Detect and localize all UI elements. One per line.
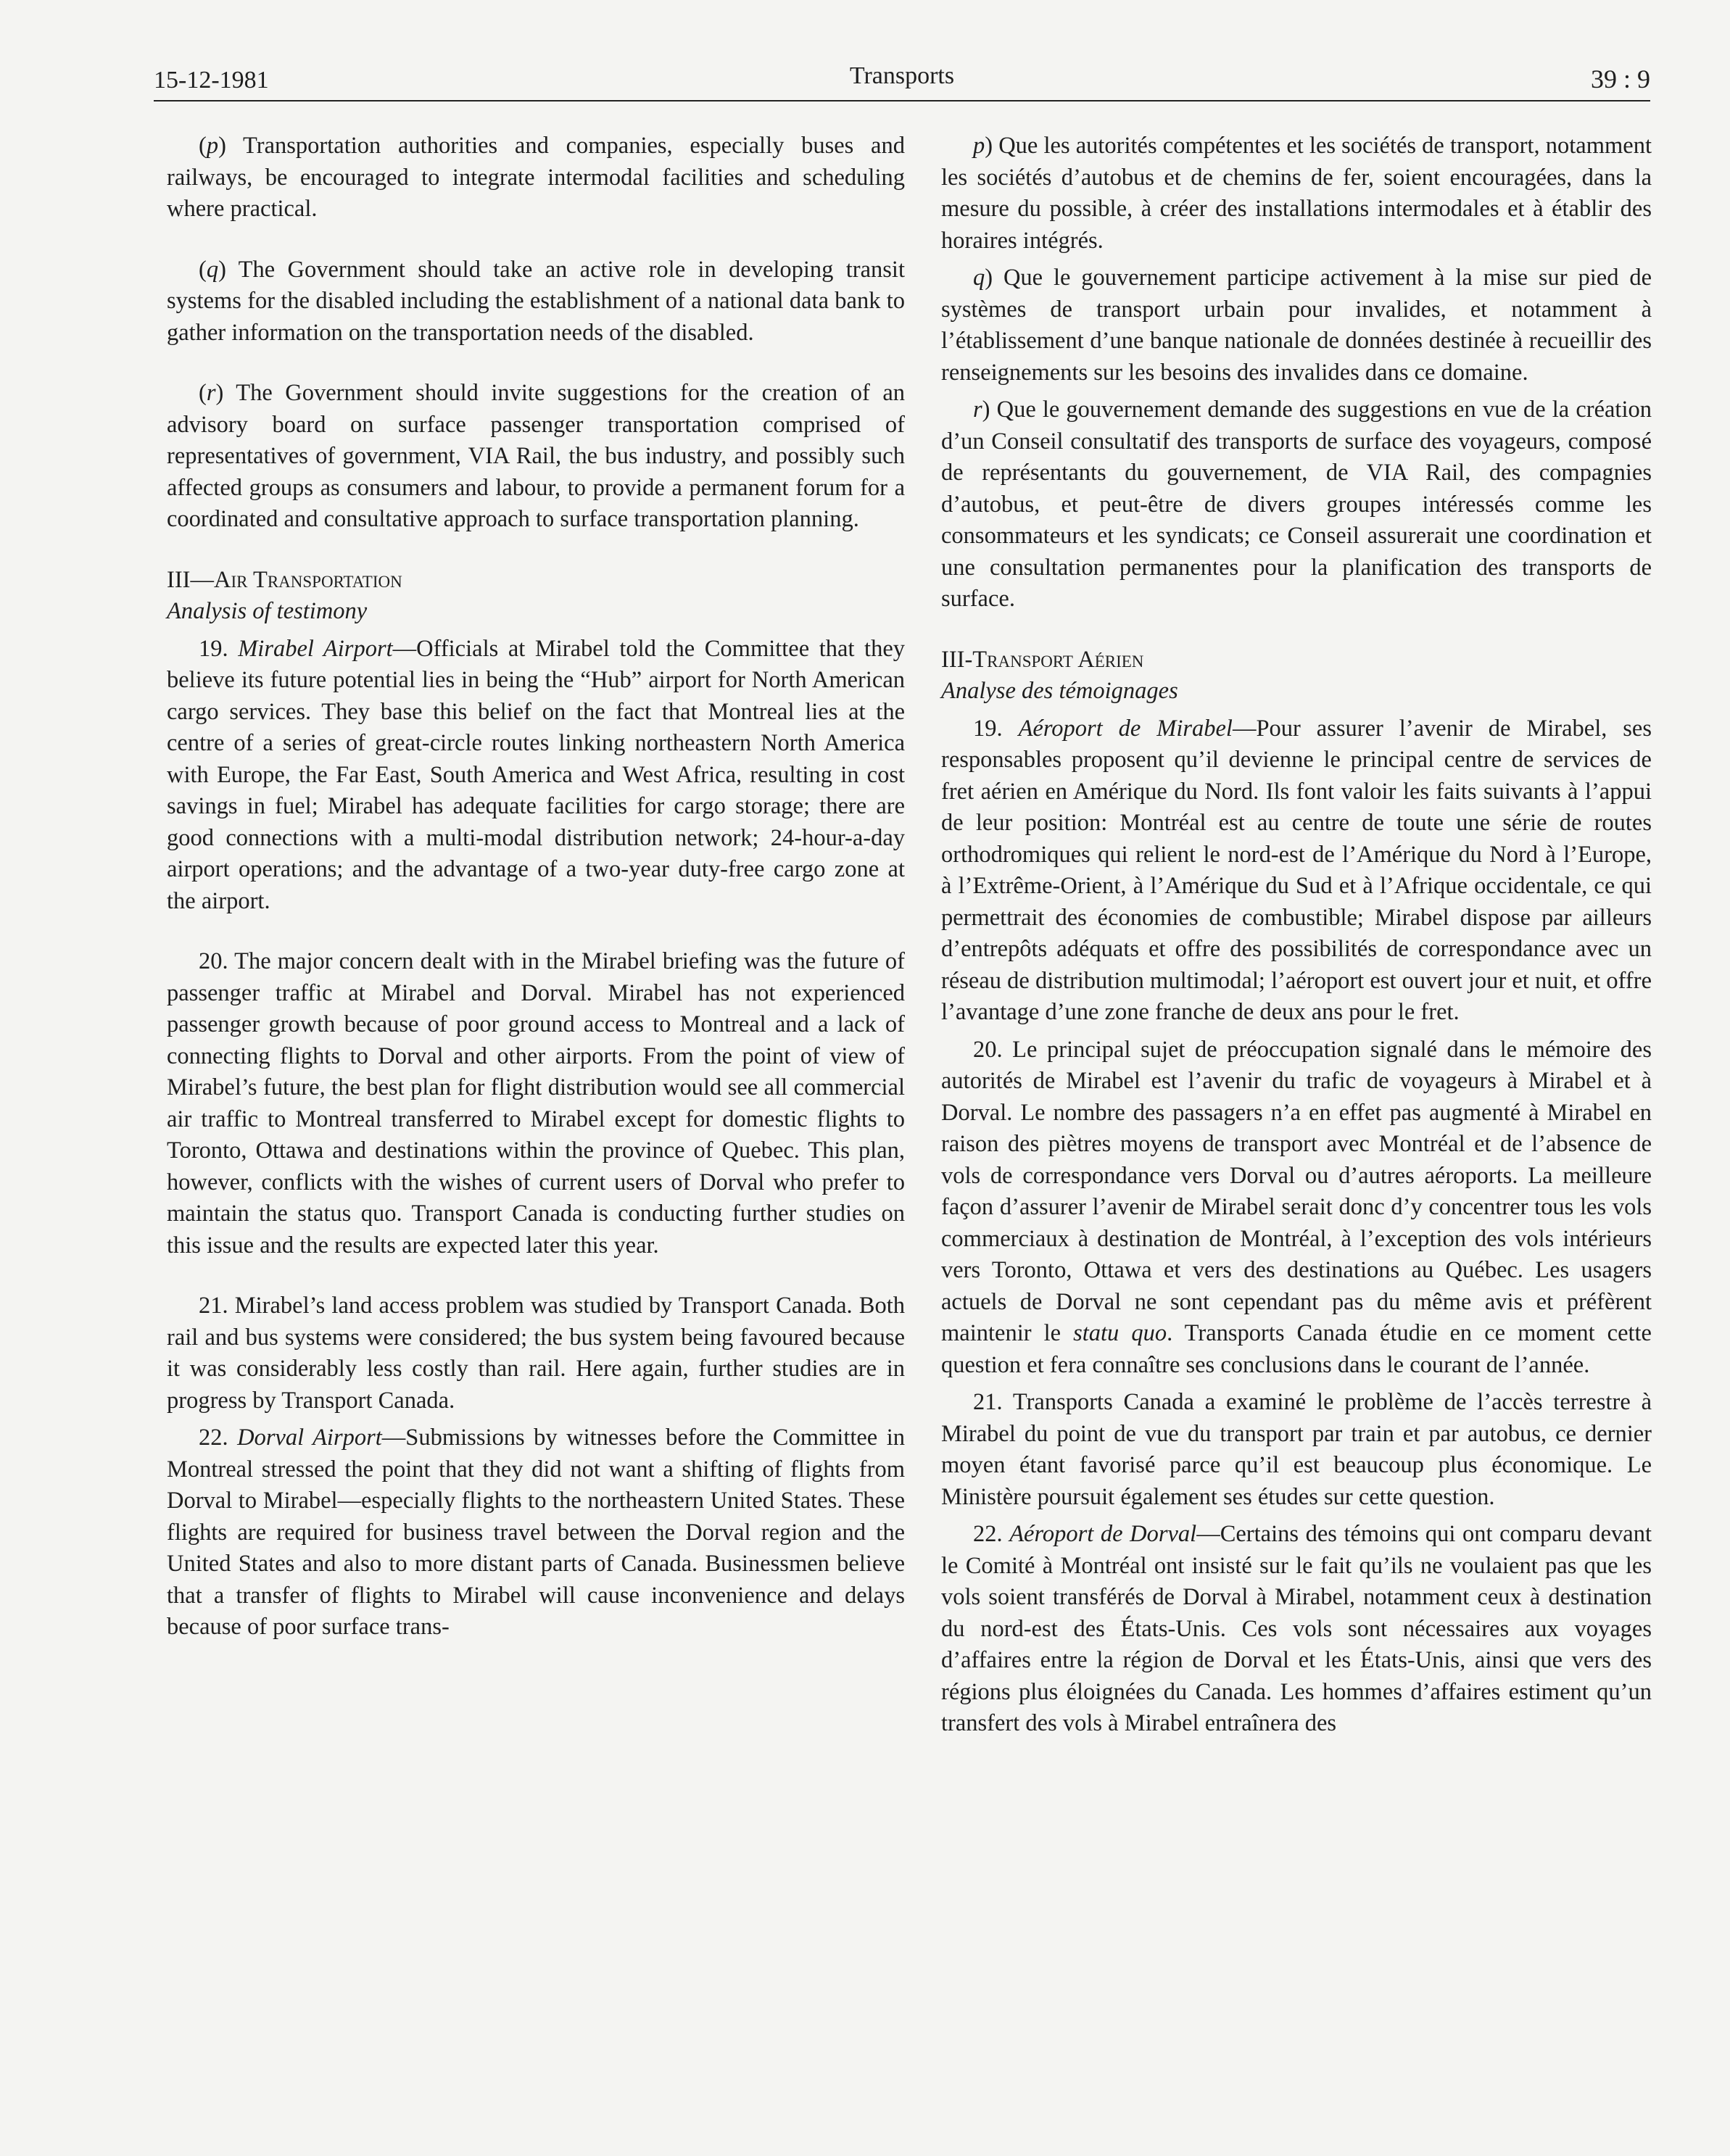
item-label: r bbox=[973, 397, 982, 423]
paragraph-21-fr: 21. Transports Canada a examiné le problème de l’accès terrestre à Mirabel du point de vue du transport par train et par autobus, ce dernier moyen étant favorisé parce qu’il est beaucoup plus économique. Le Ministère poursuit également ses études sur cette question. bbox=[941, 1389, 1652, 1510]
page-number: 39 : 9 bbox=[1590, 65, 1650, 94]
paragraph-number: 22. bbox=[199, 1425, 238, 1451]
item-label: q bbox=[206, 256, 219, 283]
item-label: p bbox=[973, 133, 985, 159]
header-title: Transports bbox=[849, 62, 955, 89]
paragraph-title: Mirabel Airport bbox=[238, 635, 393, 662]
paragraph-20: 20. The major concern dealt with in the Mirabel briefing was the future of passenger traffic at Mirabel and Dorval. Mirabel has not experienced passenger growth because of poor ground access to Montreal and a lack of connecting flights to Dorval and other airports. From the point of view of Mirabel’s future, the best plan for flight distribution would see all commercial air traffic to Montreal transferred to Mirabel except for domestic flights to Toronto, Ottawa and destinations within the province of Quebec. This plan, however, conflicts with the wishes of current users of Dorval who prefer to maintain the status quo. Transport Canada is conducting further studies on this issue and the results are expected later this year. bbox=[167, 948, 905, 1259]
paragraph-number: 19. bbox=[199, 635, 239, 662]
paragraph-text: ) Que les autorités compétentes et les sociétés de transport, notamment les sociétés d’autobus et de chemins de fer, soient encouragées, dans la mesure du possible, à créer des installations intermodales et à établir des horaires intégrés. bbox=[941, 133, 1652, 254]
paragraph-text: The Government should invite suggestions for the creation of an advisory board on surface passenger transportation comprised of representatives of government, VIA Rail, the bus industry, and possibly such affected groups as consumers and labour, to provide a permanent forum for a coordinated and consultative approach to surface transportation planning. bbox=[167, 380, 905, 532]
italic-phrase: statu quo bbox=[1073, 1320, 1167, 1346]
recommendation-q-fr bbox=[941, 262, 1652, 389]
english-column bbox=[167, 130, 905, 1672]
recommendation-p: (p) Transportation authorities and companies, especially buses and railways, be encouraged to integrate intermodal facilities and scheduling where practical. bbox=[167, 133, 905, 222]
recommendation-r-fr bbox=[941, 394, 1652, 615]
paragraph-19-fr bbox=[941, 713, 1652, 1029]
paragraph-title: Aéroport de Mirabel bbox=[1018, 715, 1233, 742]
paragraph-text: . Transports Canada étudie en ce moment cette question et fera connaître ses conclusions dans le courant de l’année. bbox=[941, 1320, 1652, 1378]
item-label: q bbox=[973, 265, 985, 291]
paragraph-text: —Pour assurer l’avenir de Mirabel, ses responsables proposent qu’il devienne le principal centre de services de fret aérien en Amérique du Nord. Ils font valoir les faits suivants à l’appui de leur position: Montréal est au centre de toute une série de routes orthodromiques qui relient le nord-est de l’Amérique du Nord à l’Europe, à l’Extrême-Orient, à l’Amérique du Sud et à l’Afrique occidentale, ce qui permettrait des économies de combustible; Mirabel dispose par ailleurs d’entrepôts adéquats et offre des possibilités de correspondance avec un réseau de distribution multimodal; l’aéroport est ouvert jour et nuit, et offre l’avantage d’une zone franche de deux ans pour le fret. bbox=[941, 715, 1652, 1025]
section-subheading-fr: Analyse des témoignages bbox=[941, 678, 1178, 704]
paragraph-text: ) Que le gouvernement participe activement à la mise sur pied de systèmes de transport urbain pour invalides, et notamment à l’établissement d’une banque nationale de données destinée à recueillir des renseignements sur les besoins des invalides dans ce domaine. bbox=[941, 265, 1652, 386]
paragraph-21: 21. Mirabel’s land access problem was studied by Transport Canada. Both rail and bus systems were considered; the bus system being favoured because it was considerably less costly than rail. Here again, further studies are in progress by Transport Canada. bbox=[167, 1293, 905, 1414]
paragraph-22 bbox=[167, 1422, 905, 1643]
paragraph-text: —Certains des témoins qui ont comparu devant le Comité à Montréal ont insisté sur le fait qu’ils ne voulaient pas que les vols soient transférés de Dorval à Mirabel, notamment ceux à destination du nord-est des États-Unis. Ces vols sont nécessaires aux voyages d’affaires entre la région de Dorval et les États-Unis, ainsi que vers des régions plus éloignées du Canada. Les hommes d’affaires estiment qu’un transfert des vols à Mirabel entraînera des bbox=[941, 1521, 1652, 1736]
paragraph-20-fr bbox=[941, 1035, 1652, 1382]
french-column bbox=[941, 130, 1652, 1769]
paragraph-text: The Government should take an active role in developing transit systems for the disabled including the establishment of a national data bank to gather information on the transportation needs of the disabled. bbox=[167, 256, 905, 346]
recommendation-q: (q) The Government should take an active role in developing transit systems for the disabled including the establishment of a national data bank to gather information on the transportation needs of the disabled. bbox=[167, 256, 905, 346]
paragraph-title: Dorval Airport bbox=[237, 1425, 382, 1451]
paragraph-number: 22. bbox=[973, 1521, 1010, 1547]
item-label: r bbox=[206, 380, 216, 406]
recommendation-r: (r) The Government should invite suggestions for the creation of an advisory board on surface passenger transportation comprised of representatives of government, VIA Rail, the bus industry, and possibly such affected groups as consumers and labour, to provide a permanent forum for a coordinated and consultative approach to surface transportation planning. bbox=[167, 380, 905, 532]
section-heading: III—Air Transportation bbox=[167, 566, 402, 593]
section-heading-fr: III-Transport Aérien bbox=[941, 646, 1144, 673]
paragraph-title: Aéroport de Dorval bbox=[1009, 1521, 1197, 1547]
running-header bbox=[154, 62, 1650, 101]
paragraph-text: —Submissions by witnesses before the Committee in Montreal stressed the point that they did not want a shifting of flights from Dorval to Mirabel—especially flights to the northeastern United States. These flights are required for business travel between the Dorval region and the United States and also to more distant parts of Canada. Businessmen believe that a transfer of flights to Mirabel will cause inconvenience and delays because of poor surface trans- bbox=[167, 1425, 905, 1640]
paragraph-text: Transportation authorities and companies, especially buses and railways, be encouraged to integrate intermodal facilities and scheduling where practical. bbox=[167, 133, 905, 222]
paragraph-text: 20. Le principal sujet de préoccupation signalé dans le mémoire des autorités de Mirabel est l’avenir du trafic de voyageurs à Mirabel et à Dorval. Le nombre des passagers n’a en effet pas augmenté à Mirabel en raison des piètres moyens de transport avec Montréal et de l’absence de vols de correspondance vers Dorval ou d’autres aéroports. La meilleure façon d’assurer l’avenir de Mirabel serait donc d’y concentrer tous les vols commerciaux à destination de Montréal, à l’exception des vols intérieurs vers Toronto, Ottawa et vers des destinations au Québec. Les usagers actuels de Dorval ne sont cependant pas du même avis et préfèrent maintenir le bbox=[941, 1036, 1652, 1346]
recommendation-p-fr bbox=[941, 130, 1652, 257]
paragraph-text: ) Que le gouvernement demande des suggestions en vue de la création d’un Conseil consultatif des transports de surface des voyageurs, composé de représentants du gouvernement, de VIA Rail, des compagnies d’autobus, et peut-être de divers groupes intéressés comme les consommateurs et les syndicats; ce Conseil assurerait une coordination et une consultation permanentes pour la planification des transports de surface. bbox=[941, 397, 1652, 612]
paragraph-number: 19. bbox=[973, 715, 1019, 742]
item-label: p bbox=[206, 133, 219, 159]
header-date: 15-12-1981 bbox=[154, 67, 269, 94]
section-subheading: Analysis of testimony bbox=[167, 598, 368, 624]
paragraph-22-fr bbox=[941, 1519, 1652, 1740]
paragraph-text: —Officials at Mirabel told the Committee that they believe its future potential lies in being the “Hub” airport for North American cargo services. They base this belief on the fact that Montreal lies at the centre of a series of great-circle routes linking northeastern North America with Europe, the Far East, South America and West Africa, resulting in cost savings in fuel; Mirabel has adequate facilities for cargo storage; there are good connections with a multi-modal distribution network; 24-hour-a-day airport operations; and the advantage of a two-year duty-free cargo zone at the airport. bbox=[167, 635, 906, 914]
paragraph-19 bbox=[167, 634, 905, 918]
